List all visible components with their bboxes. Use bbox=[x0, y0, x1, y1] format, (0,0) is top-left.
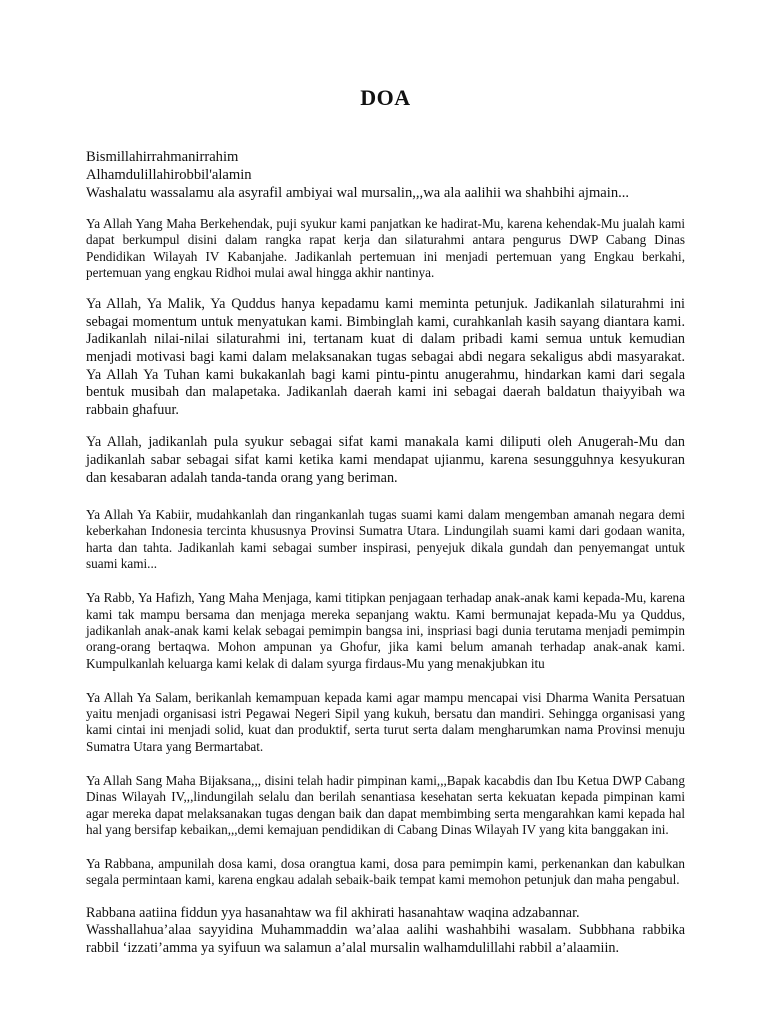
closing-line-2: Wasshallahua’alaa sayyidina Muhammaddin wa’alaa aalihi washahbihi wasalam. Subbhana rabbika rabbil ‘izzati’amma ya syifuun wa salamun a’alal mursalin walhamdulillahi rabbil a’alaamiin. bbox=[86, 922, 685, 956]
paragraph-3: Ya Allah, jadikanlah pula syukur sebagai sifat kami manakala kami diliputi oleh Anugerah-Mu dan jadikanlah sabar sebagai sifat kami ketika kami mendapat ujianmu, karena sesungguhnya kesyukuran dan kesabaran adalah tanda-tanda orang yang beriman. bbox=[86, 434, 685, 486]
paragraph-7: Ya Allah Sang Maha Bijaksana,,, disini telah hadir pimpinan kami,,,Bapak kacabdis dan Ibu Ketua DWP Cabang Dinas Wilayah IV,,,lindungilah selalu dan berilah senantiasa kesehatan serta kekuatan kepada pimpinan kami agar mereka dapat melaksanakan tugas dengan baik dan dapat membimbing serta mengarahkan kami kepada hal hal yang bersifap kebaikan,,,demi kemajuan pendidikan di Cabang Dinas Wilayah IV yang kita banggakan ini. bbox=[86, 772, 685, 837]
closing-prayer bbox=[86, 905, 685, 958]
opening-lines bbox=[86, 148, 685, 202]
paragraph-4: Ya Allah Ya Kabiir, mudahkanlah dan ringankanlah tugas suami kami dalam mengemban amanah negara demi keberkahan Indonesia tercinta khususnya Provinsi Sumatra Utara. Lindungilah suami kami dari godaan wanita, harta dan tahta. Jadikanlah kami sebagai sumber inspirasi, penyejuk dikala gundah dan penyemangat untuk suami kami... bbox=[86, 507, 685, 572]
paragraph-5: Ya Rabb, Ya Hafizh, Yang Maha Menjaga, kami titipkan penjagaan terhadap anak-anak kami kepada-Mu, karena kami tak mampu bersama dan menjaga mereka sepanjang waktu. Kami bermunajat kepada-Mu ya Quddus, jadikanlah anak-anak kami kelak sebagai pemimpin bangsa ini, inspriasi bagi dunia terutama menjadi pemimpin orang-orang bertaqwa. Mohon ampunan ya Ghofur, jika kami belum amanah terhadap anak-anak kami. Kumpulkanlah keluarga kami kelak di dalam syurga firdaus-Mu yang menakjubkan itu bbox=[86, 590, 685, 671]
opening-line-shalawat: Washalatu wassalamu ala asyrafil ambiyai wal mursalin,,,wa ala aalihii wa shahbihi ajmain... bbox=[86, 185, 630, 201]
opening-line-basmalah: Bismillahirrahmanirrahim bbox=[86, 149, 239, 165]
closing-line-1: Rabbana aatiina fiddun yya hasanahtaw wa fil akhirati hasanahtaw waqina adzabannar. bbox=[86, 904, 580, 921]
paragraph-2: Ya Allah, Ya Malik, Ya Quddus hanya kepadamu kami meminta petunjuk. Jadikanlah silaturahmi ini sebagai momentum untuk menyatukan kami. Bimbinglah kami, curahkanlah kasih sayang diantara kami. Jadikanlah nilai-nilai silaturahmi ini, tertanam kuat di dalam pribadi kami semua untuk kemudian menjadi motivasi bagi kami dalam melaksanakan tugas sebagai abdi negara sekaligus abdi masyarakat. Ya Allah Ya Tuhan kami bukakanlah bagi kami pintu-pintu anugerahmu, hindarkan kami dari segala bentuk musibah dan malapetaka. Jadikanlah daerah kami ini sebagai daerah baldatun thaiyyibah wa rabbain ghafuur. bbox=[86, 296, 685, 418]
paragraph-1: Ya Allah Yang Maha Berkehendak, puji syukur kami panjatkan ke hadirat-Mu, karena kehendak-Mu jualah kami dapat berkumpul disini dalam rangka rapat kerja dan silaturahmi antara pengurus DWP Cabang Dinas Pendidikan Wilayah IV Kabanjahe. Jadikanlah pertemuan ini menjadi pertemuan yang Engkau berkahi, pertemuan yang engkau Ridhoi mulai awal hingga akhir nantinya. bbox=[86, 216, 685, 280]
document-title: DOA bbox=[360, 85, 411, 110]
opening-line-hamdalah: Alhamdulillahirobbil'alamin bbox=[86, 167, 252, 183]
paragraph-6: Ya Allah Ya Salam, berikanlah kemampuan kepada kami agar mampu mencapai visi Dharma Wanita Persatuan yaitu menjadi organisasi istri Pegawai Negeri Sipil yang kukuh, bersatu dan mandiri. Sehingga organisasi yang kami cintai ini menjadi solid, kuat dan produktif, serta turut serta dalam mengharumkan nama Provinsi menuju Sumatra Utara yang Bermartabat. bbox=[86, 689, 685, 754]
paragraph-8: Ya Rabbana, ampunilah dosa kami, dosa orangtua kami, dosa para pemimpin kami, perkenankan dan kabulkan segala permintaan kami, karena engkau adalah sebaik-baik tempat kami memohon petunjuk dan maha pengabul. bbox=[86, 856, 685, 888]
